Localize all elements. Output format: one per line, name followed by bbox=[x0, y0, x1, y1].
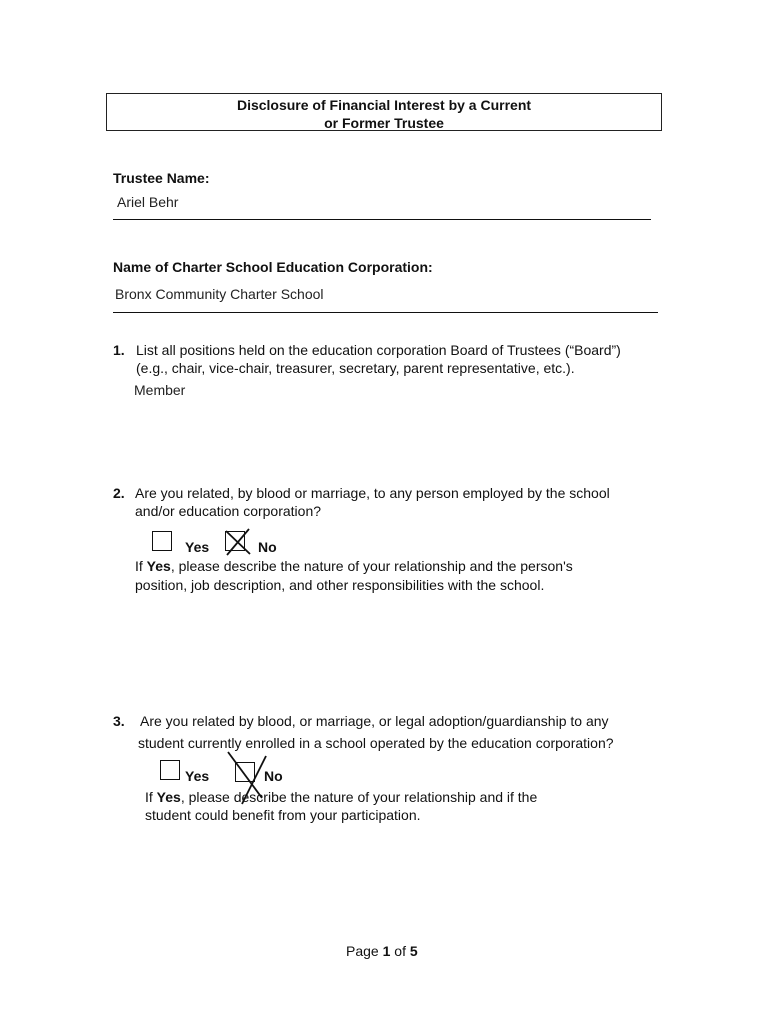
school-name-underline bbox=[113, 312, 658, 313]
form-title bbox=[106, 93, 662, 131]
q2-no-label: No bbox=[258, 539, 277, 555]
q2-yes-label: Yes bbox=[185, 539, 210, 555]
page-indicator bbox=[346, 943, 418, 959]
q2-yes-checkbox[interactable] bbox=[152, 531, 172, 551]
q2-if-yes-line-1 bbox=[135, 558, 573, 574]
of-word: of bbox=[394, 943, 406, 959]
school-name-label: Name of Charter School Education Corporation: bbox=[113, 259, 433, 275]
page-word: Page bbox=[346, 943, 379, 959]
q1-text-line-2: (e.g., chair, vice-chair, treasurer, secretary, parent representative, etc.). bbox=[136, 360, 575, 376]
q2-if-word: If bbox=[135, 558, 143, 574]
q3-if-line1-rest: , please describe the nature of your relationship and if the bbox=[180, 789, 538, 805]
q1-number: 1. bbox=[113, 342, 125, 358]
q3-if-yes-word: Yes bbox=[156, 789, 181, 805]
form-title-line-2: or Former Trustee bbox=[324, 115, 444, 131]
q2-number: 2. bbox=[113, 485, 125, 501]
q3-if-yes-line-1 bbox=[145, 789, 537, 805]
q3-text-line-2: student currently enrolled in a school operated by the education corporation? bbox=[138, 735, 614, 751]
q1-text-line-1: List all positions held on the education corporation Board of Trustees (“Board”) bbox=[136, 342, 621, 358]
q3-yes-checkbox[interactable] bbox=[160, 760, 180, 780]
q3-yes-label: Yes bbox=[185, 768, 210, 784]
q2-if-yes-line-2: position, job description, and other responsibilities with the school. bbox=[135, 577, 545, 593]
q3-if-word: If bbox=[145, 789, 153, 805]
trustee-name-underline bbox=[113, 219, 651, 220]
trustee-name-field[interactable]: Ariel Behr bbox=[117, 194, 179, 210]
form-title-line-1: Disclosure of Financial Interest by a Current bbox=[236, 97, 532, 113]
trustee-name-label: Trustee Name: bbox=[113, 170, 210, 186]
q2-if-yes-word: Yes bbox=[146, 558, 171, 574]
q2-if-line1-rest: , please describe the nature of your relationship and the person's bbox=[170, 558, 573, 574]
q1-answer-field[interactable]: Member bbox=[134, 382, 186, 398]
q3-if-yes-line-2: student could benefit from your participation. bbox=[145, 807, 421, 823]
q2-text-line-2: and/or education corporation? bbox=[135, 503, 322, 519]
q2-no-check-mark-icon bbox=[222, 526, 254, 558]
q3-number: 3. bbox=[113, 713, 125, 729]
page-total: 5 bbox=[409, 943, 418, 959]
q3-text-line-1: Are you related by blood, or marriage, or legal adoption/guardianship to any bbox=[140, 713, 609, 729]
page-current: 1 bbox=[382, 943, 391, 959]
q2-text-line-1: Are you related, by blood or marriage, to any person employed by the school bbox=[135, 485, 610, 501]
q3-no-label: No bbox=[264, 768, 283, 784]
school-name-field[interactable]: Bronx Community Charter School bbox=[115, 286, 324, 302]
